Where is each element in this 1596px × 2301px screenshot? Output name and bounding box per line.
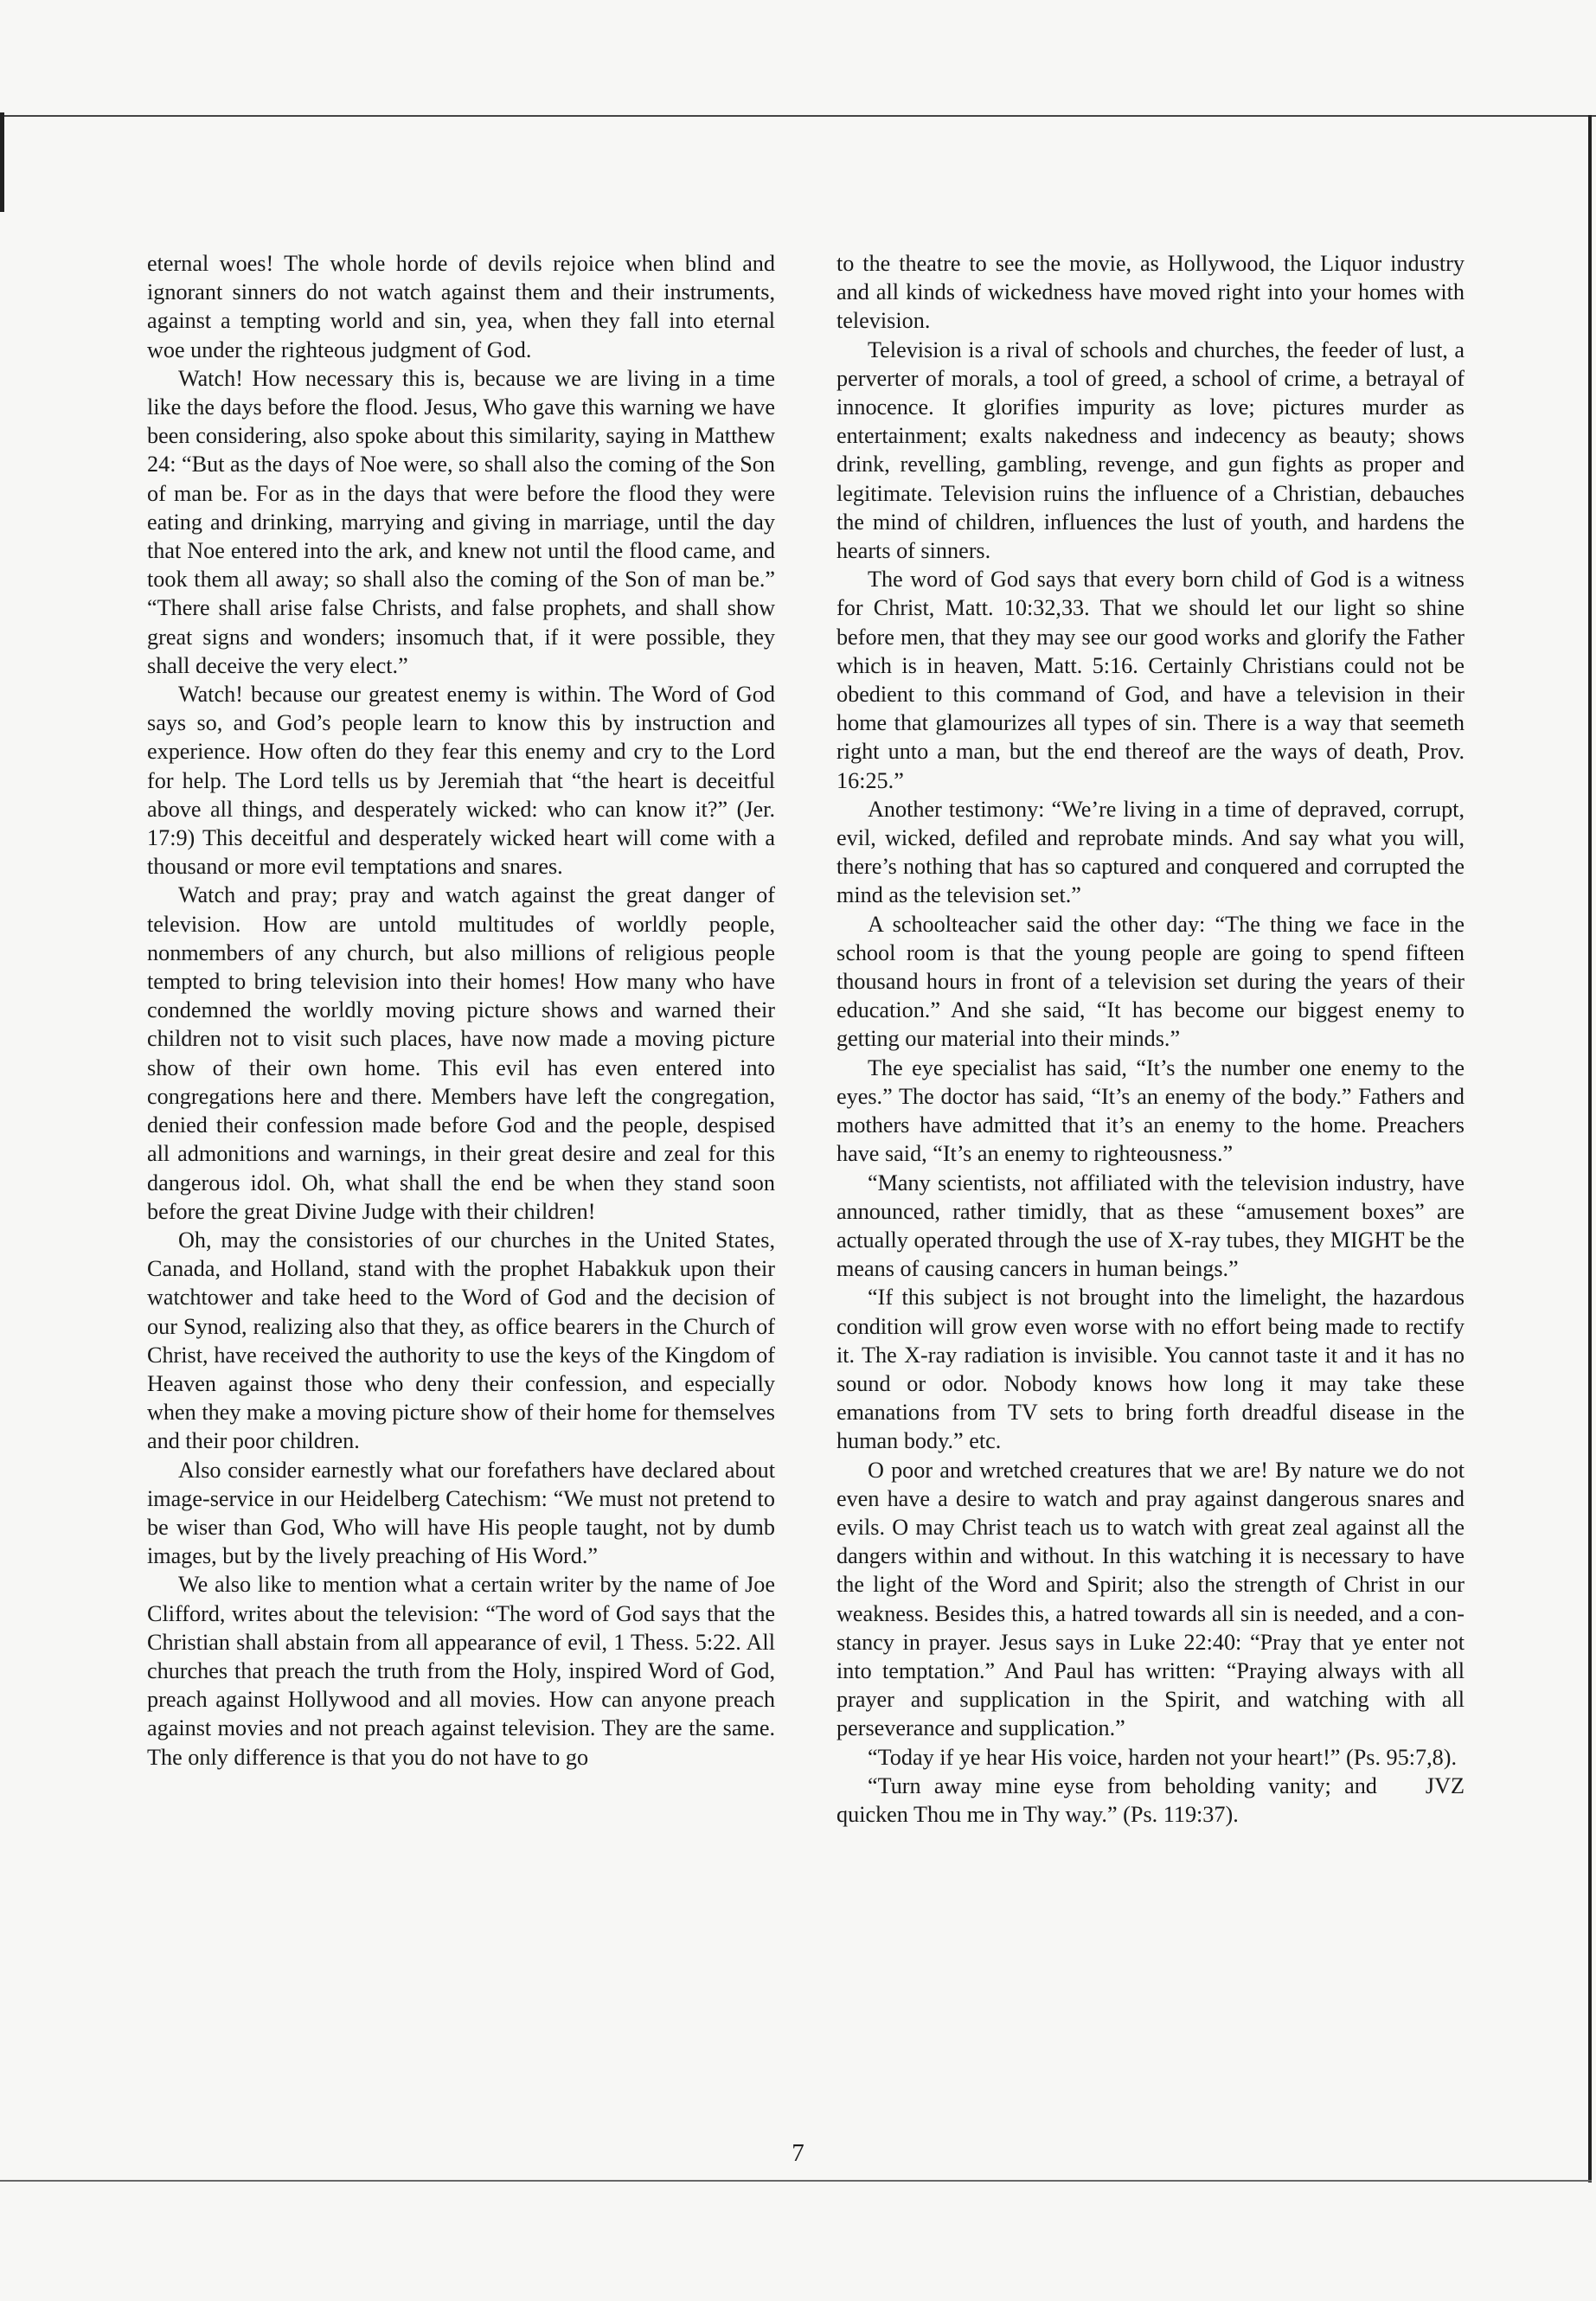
paragraph: Another testimony: “We’re living in a time of depraved, corrupt, evil, wicked, defiled and reprobate minds. And say what you will, there’s nothing that has so captured and conquered and corrupted the mind as the television set.” <box>836 796 1465 908</box>
paragraph: Oh, may the consistories of our churches in the United States, Canada, and Holland, stand with the prophet Habakkuk upon their watchtower and take heed to the Word of God and the decision of our Synod, realizing also that they, as office bearers in the Church of Christ, have received the authority to use the keys of the Kingdom of Heaven against those who deny their confession, and especially when they make a moving picture show of their home for themselves and their poor children. <box>147 1227 775 1454</box>
left-column <box>147 249 775 1772</box>
paragraph: Watch and pray; pray and watch against the great danger of television. How are untold multitudes of worldly people, nonmembers of any church, but also millions of religious people tempted to bring television into their homes! How many who have condemned the worldly moving picture shows and warned their children not to visit such places, have now made a moving picture show of their own home. This evil has even entered into congregations here and there. Members have left the congregation, denied their confession made before God and the people, despised all admonitions and warnings, in their great desire and zeal for this dangerous idol. Oh, what shall the end be when they stand soon before the great Divine Judge with their children! <box>147 882 775 1224</box>
final-paragraph-text: “Turn away mine eyse from beholding vanity; and quicken Thou me in Thy way.” (Ps. 119:37). <box>836 1772 1377 1827</box>
paragraph: Watch! because our greatest enemy is within. The Word of God says so, and God’s people learn to know this by instruction and experience. How often do they fear this enemy and cry to the Lord for help. The Lord tells us by Jeremiah that “the heart is deceitful above all things, and desperately wicked: who can know it?” (Jer. 17:9) This deceitful and desperately wicked heart will come with a thousand or more evil temptations and snares. <box>147 682 775 880</box>
paragraph: Television is a rival of schools and churches, the feeder of lust, a perverter of morals, a tool of greed, a school of crime, a betrayal of innocence. It glorifies impurity as love; pictures murder as entertainment; exalts nakedness and indecency as beauty; shows drink, revelling, gambling, revenge, and gun fights as proper and legitimate. Television ruins the influence of a Christian, debauches the mind of children, influences the lust of youth, and hardens the hearts of sinners. <box>836 336 1465 564</box>
page-edge-bottom <box>0 2180 1592 2182</box>
paragraph: Watch! How necessary this is, because we are living in a time like the days before the flood. Jesus, Who gave this warning we have been considering, also spoke about this similarity, saying in Matthew 24: “But as the days of Noe were, so shall also the coming of the Son of man be. For as in the days that were before the flood they were eating and drinking, marrying and giving in marriage, until the day that Noe entered into the ark, and knew not until the flood came, and took them all away; so shall also the coming of the Son of man be.” “There shall arise false Christs, and false prophets, and shall show great signs and wonders; insomuch that, if it were possible, they shall deceive the very elect.” <box>147 365 775 678</box>
paragraph: eternal woes! The whole horde of devils rejoice when blind and ignorant sinners do not watch against them and their instruments, against a tempting world and sin, yea, when they fall into eternal woe under the righteous judgment of God. <box>147 251 775 362</box>
paragraph: “Many scientists, not affiliated with the television industry, have announced, rather timidly, that as these “amusement boxes” are actually operated through the use of X-ray tubes, they MIGHT be the means of causing cancers in human beings.” <box>836 1170 1465 1282</box>
paragraph: O poor and wretched creatures that we are! By nature we do not even have a desire to watch and pray against dangerous snares and evils. O may Christ teach us to watch with great zeal against all the dangers within and without. In this watching it is necessary to have the light of the Word and Spirit; also the strength of Christ in our weakness. Besides this, a hatred towards all sin is needed, and a constancy in prayer. Jesus says in Luke 22:40: “Pray that ye enter not into temptation.” And Paul has written: “Praying always with all prayer and supplication in the Spirit, and watching with all perseverance and supplication.” <box>836 1457 1465 1741</box>
paragraph: A schoolteacher said the other day: “The thing we face in the school room is that the young people are going to spend fifteen thousand hours in front of a television set during the years of their education.” And she said, “It has become our biggest enemy to getting our material into their minds.” <box>836 911 1465 1052</box>
page-edge-right <box>1588 115 1592 2182</box>
paragraph: The word of God says that every born child of God is a witness for Christ, Matt. 10:32,33. That we should let our light so shine before men, that they may see our good works and glorify the Father which is in heaven, Matt. 5:16. Certainly Christians could not be obedient to this command of God, and have a television in their home that glamourizes all types of sin. There is a way that seemeth right unto a man, but the end thereof are the ways of death, Prov. 16:25.” <box>836 567 1465 793</box>
paragraph: We also like to mention what a certain writer by the name of Joe Clifford, writes about the television: “The word of God says that the Christian shall abstain from all appearance of evil, 1 Thess. 5:22. All churches that preach the truth from the Holy, inspired Word of God, preach against Hollywood and all movies. How can anyone preach against movies and not preach against television. They are the same. The only difference is that you do not have to go <box>147 1572 775 1770</box>
right-column <box>836 249 1465 1829</box>
paragraph: The eye specialist has said, “It’s the number one enemy to the eyes.” The doctor has said, “It’s an enemy of the body.” Fathers and mothers have admitted that it’s an enemy to the home. Preachers have said, “It’s an enemy to righteousness.” <box>836 1054 1465 1167</box>
final-paragraph <box>836 1772 1465 1829</box>
page-edge-left <box>0 112 4 212</box>
author-signature: JVZ <box>1425 1772 1465 1798</box>
page-edge-top <box>0 115 1596 117</box>
paragraph: to the theatre to see the movie, as Hollywood, the Liquor industry and all kinds of wickedness have moved right into your homes with television. <box>836 251 1465 334</box>
paragraph: Also consider earnestly what our forefathers have declared about image-service in our Heidelberg Catechism: “We must not pretend to be wiser than God, Who will have His people taught, not by dumb images, but by the lively preaching of His Word.” <box>147 1457 775 1569</box>
page-number: 7 <box>792 2139 804 2167</box>
paragraph: “If this subject is not brought into the limelight, the hazardous condition will grow even worse with no effort being made to rectify it. The X-ray radiation is invisible. You cannot taste it and it has no sound or odor. Nobody knows how long it may take these emanations from TV sets to bring forth dreadful disease in the human body.” etc. <box>836 1285 1465 1454</box>
paragraph: “Today if ye hear His voice, harden not your heart!” (Ps. 95:7,8). <box>868 1744 1458 1770</box>
